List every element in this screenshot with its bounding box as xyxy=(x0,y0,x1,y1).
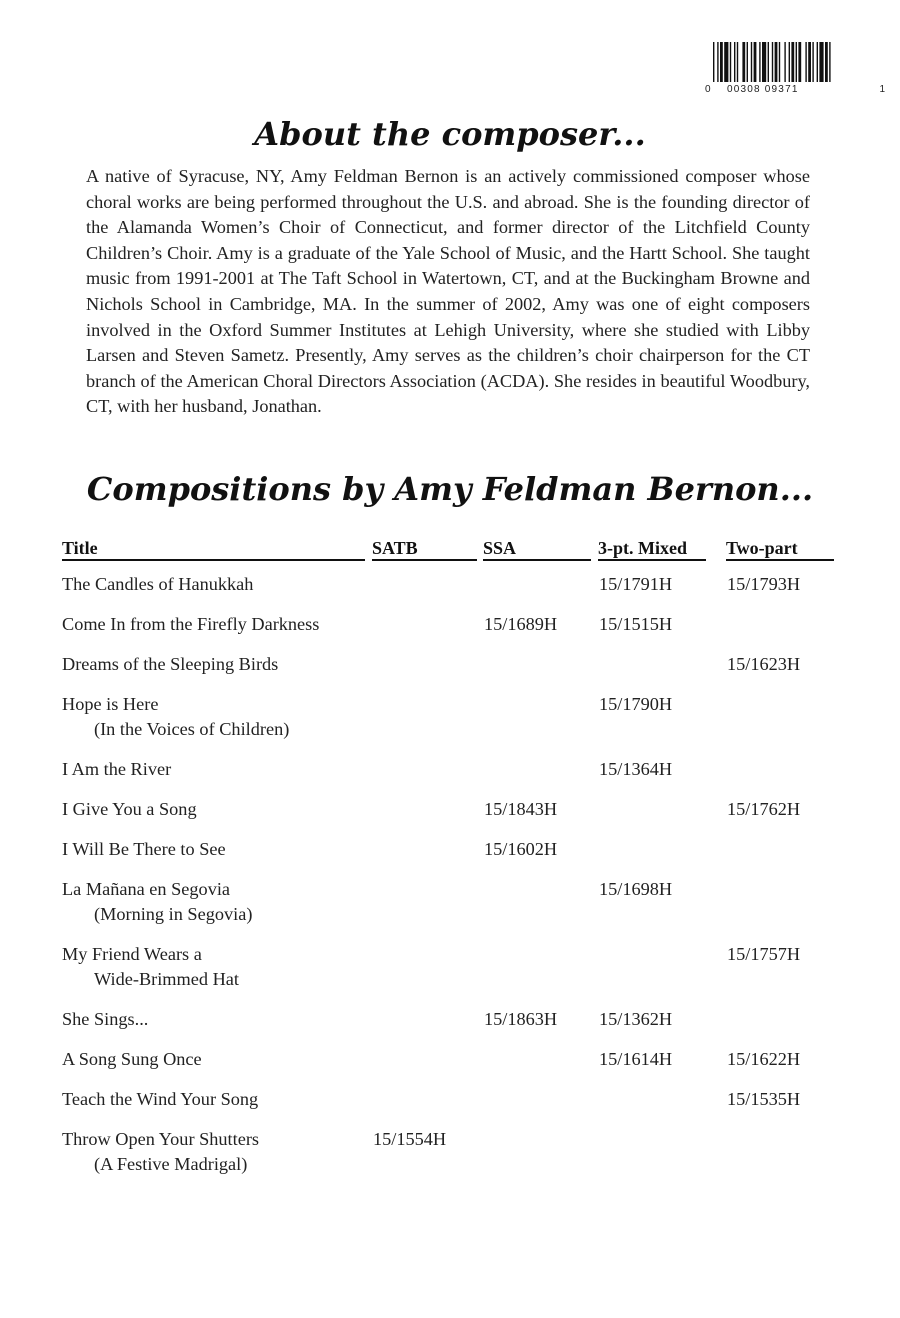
barcode-bar xyxy=(796,42,797,82)
table-header xyxy=(62,537,834,563)
composition-title-main: She Sings... xyxy=(62,1009,149,1029)
barcode-bar xyxy=(724,42,728,82)
barcode-bar xyxy=(805,42,806,82)
composition-title-main: My Friend Wears a xyxy=(62,944,202,964)
composition-title xyxy=(62,837,367,862)
composition-title-main: La Mañana en Segovia xyxy=(62,879,231,899)
about-heading: About the composer... xyxy=(254,115,646,153)
two-part-catalog-number: 15/1762H xyxy=(727,799,801,819)
composition-title xyxy=(62,877,367,927)
barcode-bar xyxy=(772,42,773,82)
barcode-bar xyxy=(713,42,714,82)
composition-title xyxy=(62,797,367,822)
column-header-ssa: SSA xyxy=(483,537,591,561)
composition-title-main: A Song Sung Once xyxy=(62,1049,202,1069)
compositions-heading: Compositions by Amy Feldman Bernon... xyxy=(86,470,814,508)
table-row xyxy=(62,1087,842,1112)
composition-title-main: Teach the Wind Your Song xyxy=(62,1089,259,1109)
column-header-title: Title xyxy=(62,537,365,561)
barcode-digit-right: 1 xyxy=(879,84,885,95)
composition-title xyxy=(62,1047,367,1072)
barcode-bar xyxy=(798,42,801,82)
ssa-catalog-number: 15/1602H xyxy=(484,839,558,859)
composition-title xyxy=(62,652,367,677)
3pt-mixed-catalog-number: 15/1790H xyxy=(599,694,673,714)
two-part-catalog-number: 15/1793H xyxy=(727,574,801,594)
table-row xyxy=(62,837,842,862)
two-part-catalog-number: 15/1622H xyxy=(727,1049,801,1069)
table-row xyxy=(62,1047,842,1072)
barcode-bar xyxy=(754,42,757,82)
two-part-catalog-number: 15/1623H xyxy=(727,654,801,674)
barcode-bars xyxy=(705,40,885,84)
composition-title xyxy=(62,942,367,992)
satb-catalog-number: 15/1554H xyxy=(373,1129,447,1149)
barcode-bar xyxy=(825,42,828,82)
barcode-bar xyxy=(720,42,723,82)
barcode-bar xyxy=(751,42,752,82)
barcode-digit-left: 0 xyxy=(705,84,711,95)
barcode-bar xyxy=(747,42,748,82)
barcode-bar xyxy=(791,42,794,82)
column-header-3pt-mixed: 3-pt. Mixed xyxy=(598,537,706,561)
composer-bio: A native of Syracuse, NY, Amy Feldman Bernon is an actively commissioned composer whose choral works are being performed throughout the U.S. and abroad. She is the founding director of the Alamanda Women’s Choir of Connecticut, and former director of the Litchfield County Children’s Choir. Amy is a graduate of the Yale School of Music, and the Hartt School. She taught music from 1991-2001 at The Taft School in Watertown, CT, and at the Buckingham Browne and Nichols School in Cambridge, MA. In the summer of 2002, Amy was one of eight composers involved in the Oxford Summer Institutes at Lehigh University, where she studied with Libby Larsen and Steven Sametz. Presently, Amy serves as the children’s choir chairperson for the CT branch of the American Choral Directors Association (ACDA). She resides in beautiful Woodbury, CT, with her husband, Jonathan. xyxy=(86,166,810,417)
composition-subtitle: (In the Voices of Children) xyxy=(94,719,290,739)
barcode-bar xyxy=(784,42,785,82)
barcode-bar xyxy=(768,42,769,82)
3pt-mixed-catalog-number: 15/1515H xyxy=(599,614,673,634)
barcode-bar xyxy=(819,42,823,82)
ssa-catalog-number: 15/1689H xyxy=(484,614,558,634)
barcode-bar xyxy=(779,42,780,82)
table-row xyxy=(62,1127,842,1177)
barcode-bar xyxy=(734,42,735,82)
table-row xyxy=(62,652,842,677)
3pt-mixed-catalog-number: 15/1364H xyxy=(599,759,673,779)
composition-title-main: The Candles of Hanukkah xyxy=(62,574,254,594)
table-row xyxy=(62,797,842,822)
composition-subtitle: Wide-Brimmed Hat xyxy=(94,969,239,989)
ssa-catalog-number: 15/1863H xyxy=(484,1009,558,1029)
3pt-mixed-catalog-number: 15/1362H xyxy=(599,1009,673,1029)
composition-title xyxy=(62,1087,367,1112)
barcode-bar xyxy=(829,42,830,82)
barcode-bar xyxy=(742,42,745,82)
3pt-mixed-catalog-number: 15/1614H xyxy=(599,1049,673,1069)
composition-title-main: Hope is Here xyxy=(62,694,159,714)
composition-title-main: I Give You a Song xyxy=(62,799,197,819)
ssa-catalog-number: 15/1843H xyxy=(484,799,558,819)
barcode-bar xyxy=(762,42,766,82)
table-row xyxy=(62,942,842,992)
composition-title-main: Dreams of the Sleeping Birds xyxy=(62,654,279,674)
composition-title-main: Come In from the Firefly Darkness xyxy=(62,614,320,634)
3pt-mixed-catalog-number: 15/1791H xyxy=(599,574,673,594)
composition-title xyxy=(62,757,367,782)
compositions-table xyxy=(62,572,842,1192)
composition-title xyxy=(62,612,367,637)
barcode-bar xyxy=(737,42,738,82)
barcode-bar xyxy=(789,42,790,82)
composition-title-main: I Am the River xyxy=(62,759,172,779)
barcode-digits: 00308 09371 xyxy=(727,84,799,95)
barcode-bar xyxy=(717,42,718,82)
composition-title-main: I Will Be There to See xyxy=(62,839,226,859)
composition-title xyxy=(62,692,367,742)
barcode-bar xyxy=(775,42,778,82)
composition-title xyxy=(62,572,367,597)
table-row xyxy=(62,757,842,782)
barcode-bar xyxy=(817,42,818,82)
composition-subtitle: (A Festive Madrigal) xyxy=(94,1154,248,1174)
barcode xyxy=(705,40,885,98)
barcode-number xyxy=(705,84,885,98)
barcode-bar xyxy=(808,42,811,82)
barcode-bar xyxy=(812,42,813,82)
column-header-satb: SATB xyxy=(372,537,477,561)
composition-title xyxy=(62,1127,367,1177)
table-row xyxy=(62,572,842,597)
table-row xyxy=(62,612,842,637)
3pt-mixed-catalog-number: 15/1698H xyxy=(599,879,673,899)
column-header-two-part: Two-part xyxy=(726,537,834,561)
barcode-bar xyxy=(759,42,760,82)
composition-subtitle: (Morning in Segovia) xyxy=(94,904,253,924)
composition-title-main: Throw Open Your Shutters xyxy=(62,1129,260,1149)
table-row xyxy=(62,692,842,742)
barcode-bar xyxy=(730,42,731,82)
composition-title xyxy=(62,1007,367,1032)
two-part-catalog-number: 15/1757H xyxy=(727,944,801,964)
table-row xyxy=(62,877,842,927)
table-row xyxy=(62,1007,842,1032)
two-part-catalog-number: 15/1535H xyxy=(727,1089,801,1109)
